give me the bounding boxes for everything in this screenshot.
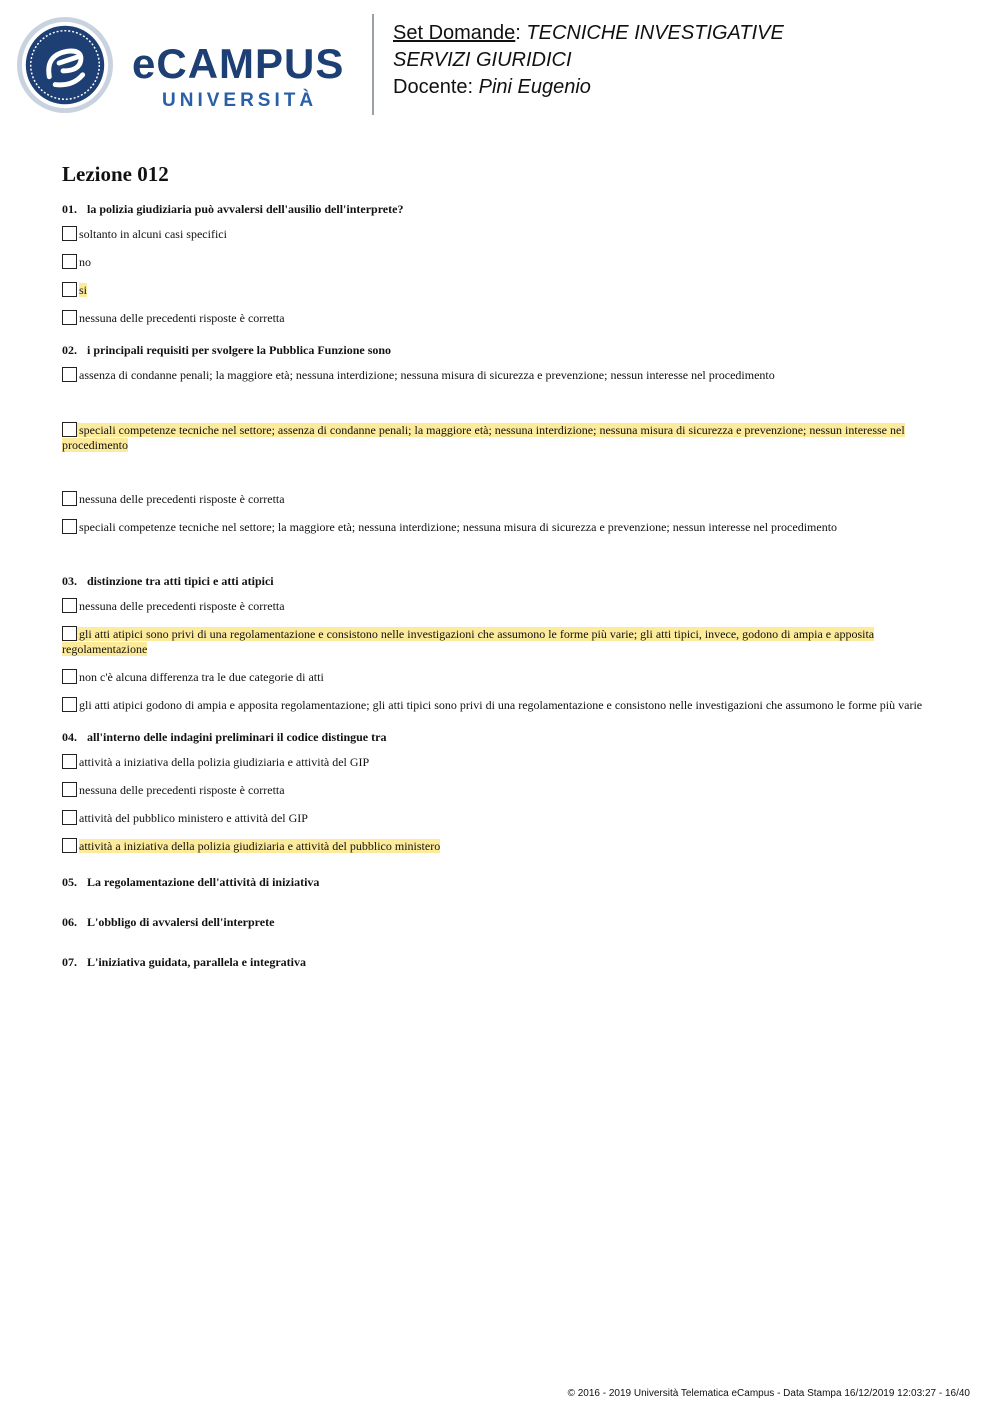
answer-option-correct	[62, 626, 942, 657]
answer-option	[62, 367, 942, 383]
brand-sub-text: UNIVERSITÀ	[162, 90, 318, 111]
question-heading	[62, 573, 942, 589]
answer-checkbox[interactable]	[62, 810, 77, 825]
header-info	[393, 20, 784, 101]
question	[62, 573, 942, 713]
question-text: la polizia giudiziaria può avvalersi dell'ausilio dell'interprete?	[87, 202, 404, 216]
answer-checkbox[interactable]	[62, 310, 77, 325]
answer-text: attività del pubblico ministero e attività del GIP	[79, 811, 308, 825]
question-number: 02.	[62, 343, 77, 357]
lesson-content	[62, 160, 942, 970]
answer-checkbox[interactable]	[62, 626, 77, 641]
answer-text: attività a iniziativa della polizia giudiziaria e attività del GIP	[79, 755, 370, 769]
question-heading	[62, 342, 942, 358]
answer-text-highlighted: si	[79, 283, 88, 297]
teacher-label: Docente	[393, 76, 468, 98]
answer-text: soltanto in alcuni casi specifici	[79, 227, 227, 241]
ecampus-wordmark-logo	[132, 40, 357, 112]
answer-option	[62, 254, 942, 270]
answer-option	[62, 810, 942, 826]
answer-checkbox[interactable]	[62, 491, 77, 506]
answer-checkbox[interactable]	[62, 226, 77, 241]
question-number: 07.	[62, 955, 77, 969]
answer-option	[62, 226, 942, 242]
set-label: Set Domande	[393, 22, 516, 44]
question-number: 05.	[62, 875, 77, 889]
answer-text: assenza di condanne penali; la maggiore età; nessuna interdizione; nessuna misura di sicurezza e prevenzione; nessun interesse nel procedimento	[79, 368, 775, 382]
answer-checkbox[interactable]	[62, 422, 77, 437]
question-heading	[62, 954, 942, 970]
answer-option-correct	[62, 282, 942, 298]
set-line: Set Domande: TECNICHE INVESTIGATIVE	[393, 22, 784, 44]
answer-option	[62, 782, 942, 798]
question-number: 06.	[62, 915, 77, 929]
answer-option	[62, 598, 942, 614]
answer-option	[62, 754, 942, 770]
answer-text: nessuna delle precedenti risposte è corretta	[79, 492, 285, 506]
page-header	[0, 0, 1000, 130]
question-text: L'obbligo di avvalersi dell'interprete	[87, 915, 275, 929]
question-text: distinzione tra atti tipici e atti atipici	[87, 574, 274, 588]
answer-text-highlighted: attività a iniziativa della polizia giudiziaria e attività del pubblico ministero	[79, 839, 441, 853]
answer-text: no	[79, 255, 91, 269]
question-text: La regolamentazione dell'attività di iniziativa	[87, 875, 320, 889]
answer-text: speciali competenze tecniche nel settore; la maggiore età; nessuna interdizione; nessuna misura di sicurezza e prevenzione; nessun interesse nel procedimento	[79, 520, 838, 534]
answer-checkbox[interactable]	[62, 754, 77, 769]
question-number: 01.	[62, 202, 77, 216]
answer-checkbox[interactable]	[62, 254, 77, 269]
question-heading	[62, 729, 942, 745]
answer-option-correct	[62, 838, 942, 854]
answer-text: gli atti atipici godono di ampia e apposita regolamentazione; gli atti tipici sono privi di una regolamentazione e consistono nelle investigazioni che assumono le forme più varie	[79, 698, 923, 712]
question	[62, 342, 942, 535]
answer-option	[62, 491, 942, 507]
answer-option	[62, 697, 942, 713]
open-question	[62, 874, 942, 890]
teacher-line: Docente: Pini Eugenio	[393, 76, 591, 98]
set-title-1: TECNICHE INVESTIGATIVE	[526, 22, 784, 44]
question-heading	[62, 914, 942, 930]
open-question	[62, 954, 942, 970]
question-heading	[62, 201, 942, 217]
ecampus-seal-logo	[16, 16, 114, 114]
page-footer: © 2016 - 2019 Università Telematica eCampus - Data Stampa 16/12/2019 12:03:27 - 16/40	[567, 1388, 970, 1399]
teacher-name: Pini Eugenio	[478, 76, 591, 98]
answer-text: nessuna delle precedenti risposte è corretta	[79, 783, 285, 797]
question-text: i principali requisiti per svolgere la Pubblica Funzione sono	[87, 343, 392, 357]
question-number: 04.	[62, 730, 77, 744]
answer-option	[62, 519, 942, 535]
question-text: L'iniziativa guidata, parallela e integrativa	[87, 955, 306, 969]
answer-checkbox[interactable]	[62, 598, 77, 613]
answer-option	[62, 669, 942, 685]
question-heading	[62, 874, 942, 890]
answer-option	[62, 310, 942, 326]
answer-checkbox[interactable]	[62, 669, 77, 684]
answer-checkbox[interactable]	[62, 782, 77, 797]
answer-checkbox[interactable]	[62, 697, 77, 712]
set-title-2: SERVIZI GIURIDICI	[393, 49, 572, 71]
lesson-title: Lezione 012	[62, 162, 169, 186]
answer-checkbox[interactable]	[62, 367, 77, 382]
answer-text: nessuna delle precedenti risposte è corretta	[79, 311, 285, 325]
answer-text: non c'è alcuna differenza tra le due categorie di atti	[79, 670, 324, 684]
question-text: all'interno delle indagini preliminari il codice distingue tra	[87, 730, 387, 744]
answer-checkbox[interactable]	[62, 838, 77, 853]
answer-checkbox[interactable]	[62, 519, 77, 534]
answer-text-highlighted: gli atti atipici sono privi di una regolamentazione e consistono nelle investigazioni che assumono le forme più varie; gli atti tipici, invece, godono di ampia e apposita regolamentazione	[62, 627, 875, 656]
header-divider	[372, 14, 374, 115]
open-question	[62, 914, 942, 930]
answer-text-highlighted: speciali competenze tecniche nel settore; assenza di condanne penali; la maggiore età; nessuna interdizione; nessuna misura di sicurezza e prevenzione; nessun interesse nel procedimento	[62, 423, 905, 452]
answer-option-correct	[62, 422, 942, 453]
answer-checkbox[interactable]	[62, 282, 77, 297]
question	[62, 201, 942, 326]
question-number: 03.	[62, 574, 77, 588]
question	[62, 729, 942, 854]
brand-main-text: eCAMPUS	[132, 40, 345, 87]
answer-text: nessuna delle precedenti risposte è corretta	[79, 599, 285, 613]
